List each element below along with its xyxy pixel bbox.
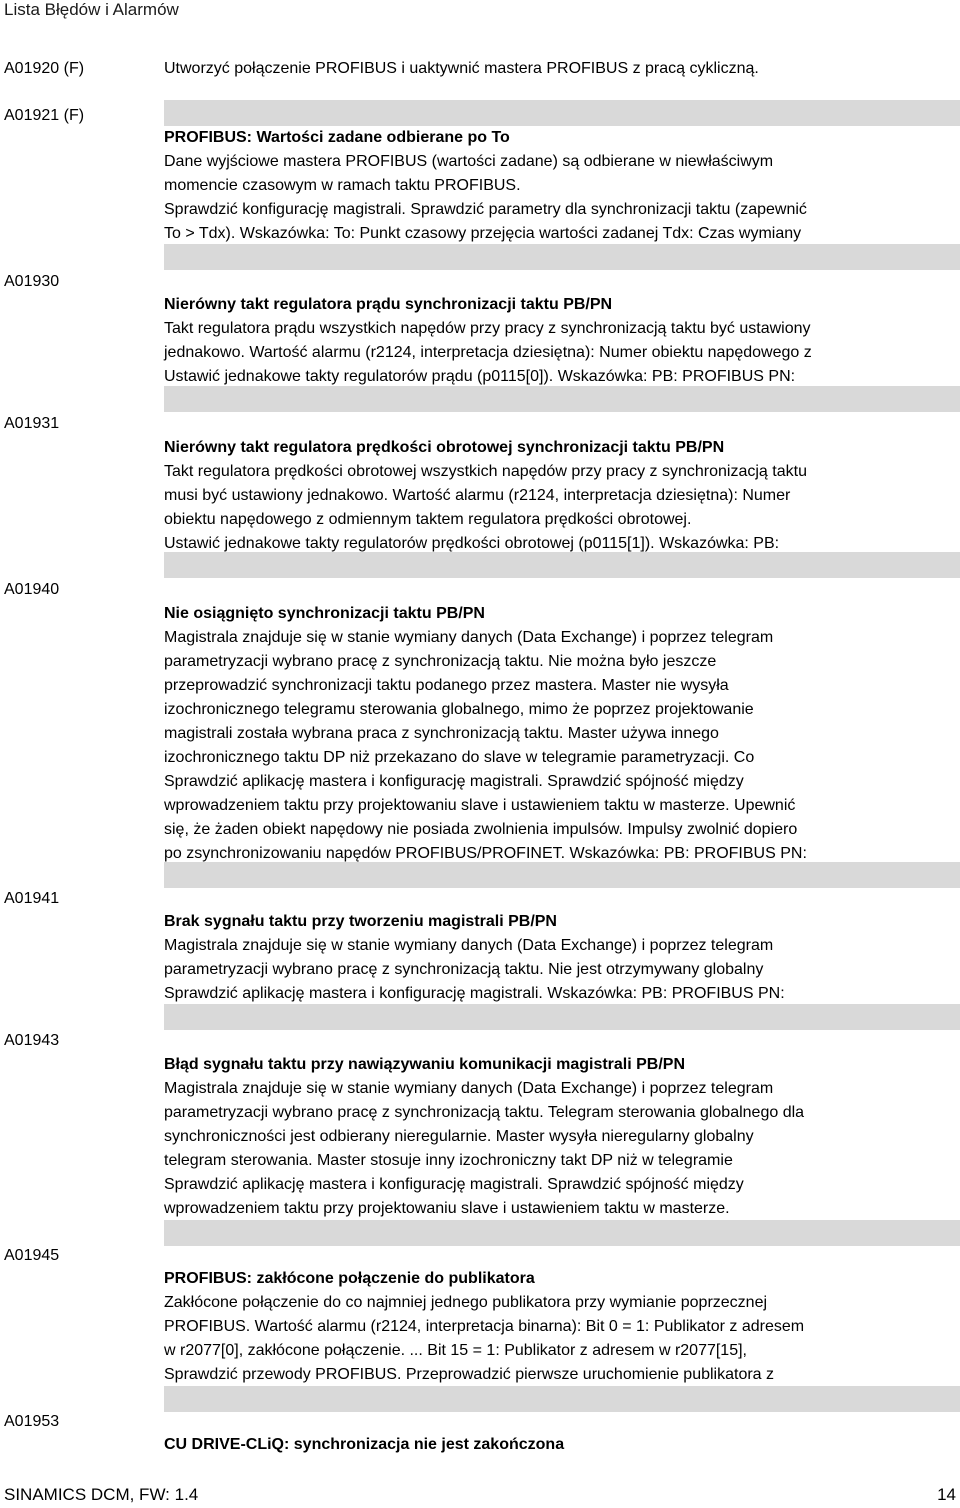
- alarm-description: [164, 910, 954, 1006]
- alarm-code: A01945: [4, 1247, 60, 1264]
- description-line: Takt regulatora prędkości obrotowej wszystkich napędów przy pracy z synchronizacją taktu: [164, 463, 807, 480]
- description-line: wprowadzeniem taktu przy projektowaniu slave i ustawieniem taktu w masterze.: [164, 1200, 730, 1217]
- alarm-description: [164, 1053, 954, 1221]
- description-line: Ustawić jednakowe takty regulatorów prędkości obrotowej (p0115[1]). Wskazówka: PB:: [164, 535, 780, 552]
- description-line: PROFIBUS. Wartość alarmu (r2124, interpretacja binarna): Bit 0 = 1: Publikator z adresem: [164, 1318, 805, 1335]
- description-line: Ustawić jednakowe takty regulatorów prądu (p0115[0]). Wskazówka: PB: PROFIBUS PN:: [164, 368, 796, 385]
- row-separator: [164, 1386, 960, 1412]
- description-line: Sprawdzić konfigurację magistrali. Sprawdzić parametry dla synchronizacji taktu (zapewnić: [164, 201, 807, 218]
- description-line: parametryzacji wybrano pracę z synchronizacją taktu. Nie jest otrzymywany globalny: [164, 961, 764, 978]
- description-line: Magistrala znajduje się w stanie wymiany danych (Data Exchange) i poprzez telegram: [164, 629, 774, 646]
- description-line: po zsynchronizowaniu napędów PROFIBUS/PROFINET. Wskazówka: PB: PROFIBUS PN:: [164, 845, 807, 862]
- description-line: parametryzacji wybrano pracę z synchronizacją taktu. Telegram sterowania globalnego dla: [164, 1104, 805, 1121]
- alarm-title: Nierówny takt regulatora prądu synchronizacji taktu PB/PN: [164, 296, 613, 313]
- description-line: Sprawdzić przewody PROFIBUS. Przeprowadzić pierwsze uruchomienie publikatora z: [164, 1366, 775, 1383]
- alarm-title: Nie osiągnięto synchronizacji taktu PB/PN: [164, 605, 485, 622]
- alarm-code: A01940: [4, 581, 60, 598]
- alarm-title: Błąd sygnału taktu przy nawiązywaniu komunikacji magistrali PB/PN: [164, 1056, 686, 1073]
- page-number: 14: [937, 1485, 956, 1504]
- page-footer: [0, 1484, 960, 1508]
- description-line: Zakłócone połączenie do co najmniej jednego publikatora przy wymianie poprzecznej: [164, 1294, 768, 1311]
- description-line: parametryzacji wybrano pracę z synchronizacją taktu. Nie można było jeszcze: [164, 653, 717, 670]
- alarm-title: CU DRIVE-CLiQ: synchronizacja nie jest zakończona: [164, 1436, 565, 1453]
- description-line: momencie czasowym w ramach taktu PROFIBUS.: [164, 177, 521, 194]
- description-line: Sprawdzić aplikację mastera i konfigurację magistrali. Sprawdzić spójność między: [164, 773, 744, 790]
- description-line: Sprawdzić aplikację mastera i konfigurację magistrali. Wskazówka: PB: PROFIBUS PN:: [164, 985, 785, 1002]
- alarm-title: Brak sygnału taktu przy tworzeniu magistrali PB/PN: [164, 913, 557, 930]
- alarm-code: A01930: [4, 273, 60, 290]
- page-title: Lista Błędów i Alarmów: [4, 0, 179, 19]
- description-line: musi być ustawiony jednakowo. Wartość alarmu (r2124, interpretacja dziesiętna): Numer: [164, 487, 791, 504]
- alarm-title: PROFIBUS: zakłócone połączenie do publikatora: [164, 1270, 535, 1287]
- row-separator: [164, 1004, 960, 1030]
- row-separator: [164, 244, 960, 270]
- alarm-description: [164, 1433, 954, 1457]
- description-line: Sprawdzić aplikację mastera i konfigurację magistrali. Sprawdzić spójność między: [164, 1176, 744, 1193]
- row-separator: [164, 386, 960, 412]
- product-version: SINAMICS DCM, FW: 1.4: [4, 1485, 199, 1504]
- description-line: izochronicznego telegramu sterowania globalnego, mimo że poprzez projektowanie: [164, 701, 754, 718]
- description-line: synchroniczności jest odbierany nieregularnie. Master wysyła nieregularny globalny: [164, 1128, 754, 1145]
- description-line: Magistrala znajduje się w stanie wymiany danych (Data Exchange) i poprzez telegram: [164, 1080, 774, 1097]
- alarm-description: [164, 57, 954, 81]
- alarm-title: Nierówny takt regulatora prędkości obrotowej synchronizacji taktu PB/PN: [164, 439, 725, 456]
- alarm-code: A01921 (F): [4, 107, 85, 124]
- description-line: Magistrala znajduje się w stanie wymiany danych (Data Exchange) i poprzez telegram: [164, 937, 774, 954]
- description-line: Utworzyć połączenie PROFIBUS i uaktywnić mastera PROFIBUS z pracą cykliczną.: [164, 60, 759, 77]
- description-line: Takt regulatora prądu wszystkich napędów przy pracy z synchronizacją taktu być ustawiony: [164, 320, 811, 337]
- description-line: w r2077[0], zakłócone połączenie. ... Bit 15 = 1: Publikator z adresem w r2077[15],: [164, 1342, 747, 1359]
- alarm-description: [164, 436, 954, 556]
- alarm-code: A01943: [4, 1032, 60, 1049]
- description-line: jednakowo. Wartość alarmu (r2124, interpretacja dziesiętna): Numer obiektu napędowego z: [164, 344, 812, 361]
- description-line: przeprowadzić synchronizacji taktu podanego przez mastera. Master nie wysyła: [164, 677, 729, 694]
- alarm-code: A01931: [4, 415, 60, 432]
- row-separator: [164, 1220, 960, 1246]
- alarm-code: A01941: [4, 890, 60, 907]
- alarm-description: [164, 126, 954, 246]
- description-line: wprowadzeniem taktu przy projektowaniu slave i ustawieniem taktu w masterze. Upewnić: [164, 797, 796, 814]
- description-line: izochronicznego taktu DP niż przekazano do slave w telegramie parametryzacji. Co: [164, 749, 755, 766]
- row-separator: [164, 100, 960, 126]
- description-line: telegram sterowania. Master stosuje inny izochroniczny takt DP niż w telegramie: [164, 1152, 733, 1169]
- description-line: Dane wyjściowe mastera PROFIBUS (wartości zadane) są odbierane w niewłaściwym: [164, 153, 774, 170]
- alarm-title: PROFIBUS: Wartości zadane odbierane po To: [164, 129, 510, 146]
- alarm-description: [164, 1267, 954, 1387]
- description-line: się, że żaden obiekt napędowy nie posiada zwolnienia impulsów. Impulsy zwolnić dopiero: [164, 821, 798, 838]
- description-line: magistrali została wybrana praca z synchronizacją taktu. Master używa innego: [164, 725, 719, 742]
- description-line: To > Tdx). Wskazówka: To: Punkt czasowy przejęcia wartości zadanej Tdx: Czas wymiany: [164, 225, 802, 242]
- description-line: obiektu napędowego z odmiennym taktem regulatora prędkości obrotowej.: [164, 511, 692, 528]
- alarm-code: A01953: [4, 1413, 60, 1430]
- page-header: [0, 0, 960, 22]
- alarm-description: [164, 602, 954, 866]
- alarm-description: [164, 293, 954, 389]
- alarm-code: A01920 (F): [4, 60, 85, 77]
